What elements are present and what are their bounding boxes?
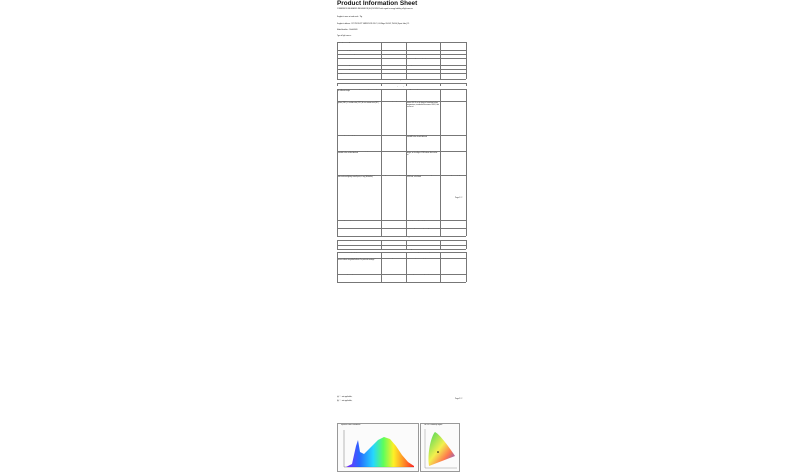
general-row-value: No <box>392 73 395 75</box>
product-row-value: 3.0 <box>392 135 395 137</box>
product-row-value: Height 60 / Width 50 / Depth 50 <box>383 175 404 177</box>
table-column-rule <box>466 228 467 236</box>
table-column-rule <box>466 58 467 65</box>
mains-row-param: Claims that an LED light source replaces a fluorescent light source without integrated ballast of a particular wattage. <box>337 258 377 262</box>
product-row-param2: Standby power (Psb), expressed in W and rounded to the second decimal <box>406 135 435 139</box>
model-identifier: Model identifier : 10-A-03-ES <box>337 30 358 31</box>
general-row-value: LED <box>392 42 395 44</box>
product-row-param2: Colour rendering index, rounded to the nearest integer, or the range of CRI-values that can be set <box>406 151 438 157</box>
product-row-value2: 2700...6500 <box>449 101 457 103</box>
chromaticity-point <box>437 451 439 453</box>
footnote-a: (a) '-' : not applicable; <box>337 397 353 398</box>
product-row-param2: Spectral power distribution in the range 250 nm to 800 nm, at full-load <box>406 175 438 179</box>
cie-figure <box>420 423 460 472</box>
led-row-value: 0.97 <box>392 244 395 246</box>
product-row-param2: Energy efficiency class <box>406 89 422 91</box>
supplier-name: Supplier's name or trade mark : Tlig <box>337 17 363 18</box>
product-row-param: Useful luminous flux (Φuse), indicating if it refers to the flux in a sphere (360°), in a wide cone (120°) or in a narrow cone (90°) <box>337 101 380 105</box>
product-row-param: Outer dimensions without separate control gear, lighting control parts and non-lighting control parts, if any (millimetre) <box>337 175 380 179</box>
general-row-param: Lighting technology used: <box>337 42 355 44</box>
table-column-rule <box>466 175 467 220</box>
spectrum-curve <box>346 437 414 467</box>
mains-row-value2: 0.4 <box>451 274 455 276</box>
page-label-1: Page 1 / 2 <box>455 198 463 199</box>
product-row-param: Networked standby power (Pnet) for CLS, expressed in W and rounded to the second decimal <box>337 151 379 155</box>
product-parameters-label: Product parameters <box>394 79 409 81</box>
general-row-value: Yes <box>392 65 395 67</box>
table-column-rule <box>466 258 467 274</box>
led-row-param2: Survival factor <box>406 239 417 241</box>
table-column-rule <box>466 101 467 135</box>
general-row-param: (or other electric interface) <box>337 54 356 56</box>
table-column-rule <box>466 83 467 86</box>
led-row-value: 0 <box>393 239 394 241</box>
general-params-label: General product parameters <box>391 85 412 87</box>
product-row-value: - <box>393 151 394 153</box>
general-row-param2: Non-directional or directional: <box>406 42 427 44</box>
general-row-value2: Yes <box>451 73 455 75</box>
product-row-value: 250 in Sphere (360°) <box>386 101 401 103</box>
general-row-param2: Connected light source (CLS): <box>406 58 427 60</box>
product-row-param: Energy consumption in on-mode (kWh/1000 h), rounded up to the nearest integer <box>337 89 379 93</box>
table-column-rule <box>466 274 467 282</box>
product-row-value2: 80 <box>452 151 454 153</box>
general-row-param: Colour-tuneable light source: <box>337 65 357 67</box>
mains-row-value: yes <box>392 258 395 260</box>
product-row-value2: - <box>452 135 454 137</box>
general-row-value2: - <box>452 65 454 67</box>
product-row-param2: Chromaticity coordinates (x and y) <box>406 228 430 230</box>
table-column-rule <box>466 73 467 79</box>
general-row-param2: Dimmable: <box>406 73 414 75</box>
product-row-param <box>338 228 381 235</box>
general-row-param: Mains or non-mains: <box>337 58 352 60</box>
product-row-value <box>382 228 406 235</box>
cie-locus <box>428 432 455 466</box>
header-parameter-2: Parameter <box>406 82 414 84</box>
footnote-b: (b) '-' : not applicable; <box>337 401 353 402</box>
header-value: Value <box>391 82 396 84</box>
type-of-light-source: Type of light source : <box>337 36 352 37</box>
product-row-param2: Correlated colour temperature, rounded to the nearest 100 K, or the range of correlated colour temperatures, rounded to the nearest 100 K, that can be set <box>406 101 439 109</box>
header-parameter: Parameter <box>337 82 345 84</box>
product-row-value2: 0.326 / 0.311 <box>448 228 458 230</box>
product-row-value: 3 <box>393 89 394 91</box>
supplier-address: Supplier's address : 197 PRODUCT SERVICE RD 3 B C, LE Village CH-103, TH-100 (Spain Jabe), PL <box>337 24 410 25</box>
led-row-value2: 0.95 <box>451 239 455 241</box>
general-row-param2: Envelope: <box>406 65 414 67</box>
product-row-value: - <box>393 220 394 222</box>
table-column-rule <box>466 89 467 101</box>
general-row-value: E <box>392 50 394 52</box>
general-row-value2: No <box>452 58 454 60</box>
led-row-param: R9 colour rendering index value <box>337 239 359 241</box>
led-row-param: the lumen maintenance factor <box>337 244 358 246</box>
mains-row-param: Flicker metric (Pst LM) <box>337 274 353 276</box>
mains-row-value: 0.8 <box>392 274 395 276</box>
product-information-sheet <box>335 0 466 471</box>
mains-row-param2: If yes then replace claim (W) <box>406 258 426 260</box>
general-row-param: Light source cap-type <box>337 50 352 52</box>
page-label-2: Page 2 / 2 <box>455 399 463 400</box>
product-row-value2: - <box>452 220 454 222</box>
table-column-rule <box>466 151 467 175</box>
product-row-param: Claim of equivalent power <box>337 220 355 222</box>
product-row-value2: F <box>452 89 454 91</box>
regulation-line: COMMISSION DELEGATED REGULATION (EU) 2019/2015 with regard to energy labelling of light sources <box>337 9 413 10</box>
mains-row-value2: 6 <box>452 252 454 254</box>
mains-row-param: displacement factor (cos φ1) <box>337 252 357 254</box>
mains-row-param2: Colour consistency in McAdam ellipses <box>406 252 433 254</box>
table-column-rule <box>466 42 467 50</box>
spectrum-title: Spectral Power Distribution <box>341 425 361 426</box>
product-row-param: On-mode power (Pon), expressed in W <box>337 135 364 137</box>
header-value-2: Value <box>451 82 455 84</box>
cie-plot <box>421 424 459 471</box>
mains-row-value: 0.47 <box>392 252 395 254</box>
led-params-label: Parameters for LED and OLED light sources: <box>385 236 418 238</box>
general-row-value2: NDLS <box>450 42 455 44</box>
table-column-rule <box>466 135 467 151</box>
mains-params-label: Parameters for LED and OLED mains light sources: <box>383 249 420 250</box>
general-row-param: High luminance light source: <box>337 69 357 71</box>
cie-title: CIE 1931 Chromaticity Diagram <box>424 425 443 426</box>
mains-row-value2: - <box>452 258 454 260</box>
general-row-value: No <box>392 69 395 71</box>
table-column-rule <box>466 220 467 228</box>
spectrum-figure <box>337 423 419 472</box>
general-row-param: Anti-glare shield: <box>337 73 349 75</box>
product-row-value2: See image in last page <box>445 175 461 177</box>
spectrum-plot <box>338 424 418 471</box>
general-row-value: MLS <box>391 58 396 60</box>
product-row-param2: If yes, equivalent power (W) <box>406 220 426 222</box>
sheet-title: Product Information Sheet <box>337 0 418 7</box>
table-column-rule <box>466 245 467 249</box>
table-rule <box>337 282 466 283</box>
mains-row-param2: Stroboscopic effect metric (SVM) <box>406 274 429 276</box>
